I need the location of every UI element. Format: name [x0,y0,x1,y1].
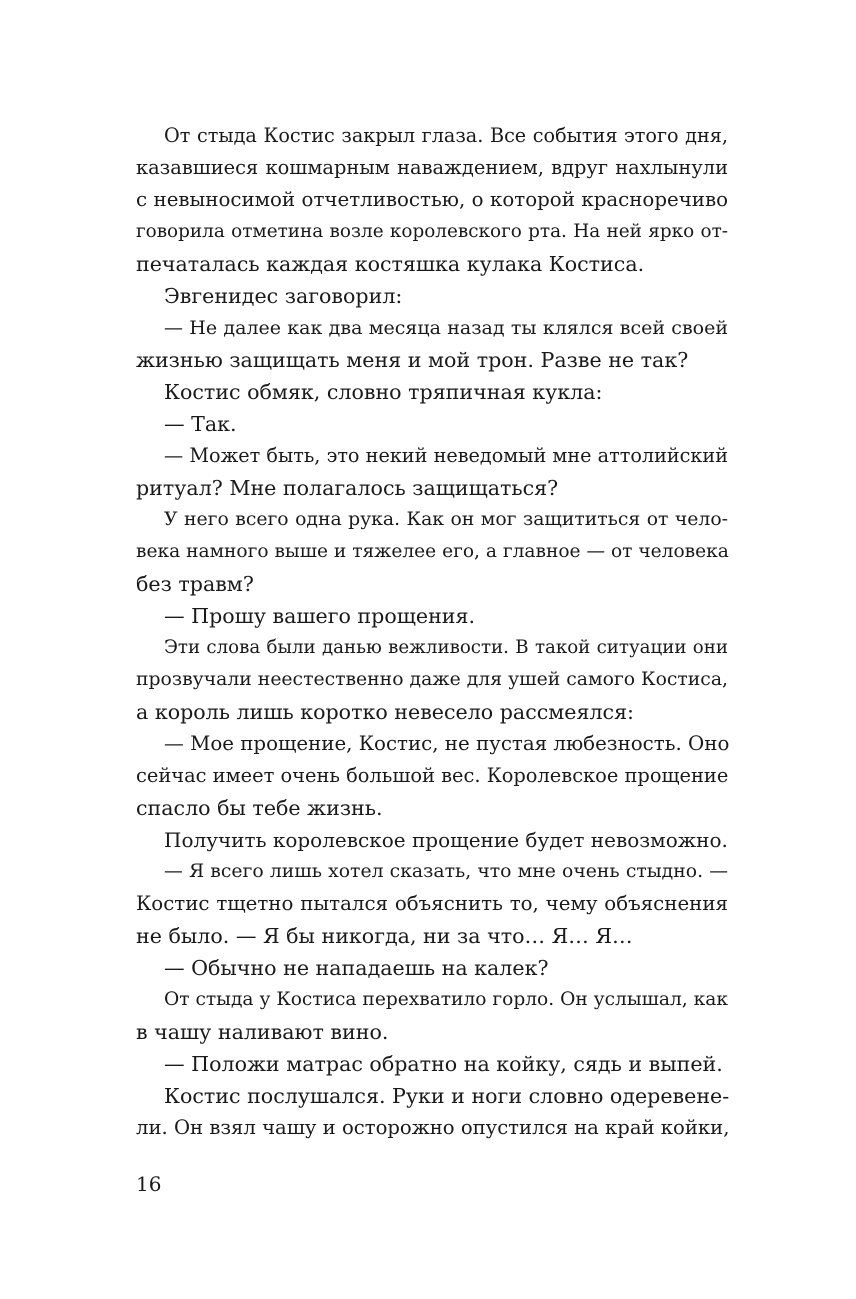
text-line-4: говорила отметина возле королевского рта. На ней ярко от- [136,221,728,242]
text-line-17: Эти слова были данью вежливости. В такой ситуации они [164,637,728,658]
text-line-24: — Я всего лишь хотел сказать, что мне очень стыдно. — [164,861,728,882]
text-line-19: а король лишь коротко невесело рассмеялся: [136,700,635,724]
text-line-16: — Прошу вашего прощения. [164,604,476,628]
text-line-5: печаталась каждая костяшка кулака Костиса. [136,252,645,276]
text-line-31: Костис послушался. Руки и ноги словно одеревене- [164,1084,730,1108]
text-line-29: в чашу наливают вино. [136,1020,389,1044]
text-line-30: — Положи матрас обратно на койку, сядь и выпей. [164,1052,723,1076]
text-line-7: — Не далее как два месяца назад ты клялся всей своей [164,317,728,339]
text-line-9: Костис обмяк, словно тряпичная кукла: [164,380,603,404]
text-line-20: — Мое прощение, Костис, не пустая любезность. Оно [164,732,730,755]
text-line-10: — Так. [164,412,237,436]
text-line-32: ли. Он взял чашу и осторожно опустился на край койки, [136,1116,730,1139]
page-number: 16 [136,1172,162,1196]
text-line-25: Костис тщетно пытался объяснить то, чему объяснения [136,892,728,915]
text-line-12: ритуал? Мне полагалось защищаться? [136,476,559,500]
text-line-11: — Может быть, это некий неведомый мне аттолийский [164,444,728,467]
text-line-1: От стыда Костис закрыл глаза. Все события этого дня, [164,124,728,147]
body-text [136,120,728,1144]
text-line-8: жизнью защищать меня и мой трон. Разве не так? [136,348,689,372]
text-line-21: сейчас имеет очень большой вес. Королевское прощение [136,764,729,787]
text-line-22: спасло бы тебе жизнь. [136,796,383,820]
text-line-28: От стыда у Костиса перехватило горло. Он услышал, как [164,989,728,1010]
text-line-13: У него всего одна рука. Как он мог защититься от чело- [164,509,728,530]
text-line-6: Эвгенидес заговорил: [164,284,403,308]
text-line-3: с невыносимой отчетливостью, о которой красноречиво [136,188,728,211]
text-line-18: прозвучали неестественно даже для ушей самого Костиса, [136,669,728,690]
text-line-14: века намного выше и тяжелее его, а главное — от человека [136,541,729,562]
text-line-23: Получить королевское прощение будет невозможно. [164,828,728,852]
text-line-26: не было. — Я бы никогда, ни за что… Я… Я… [136,924,633,948]
text-line-27: — Обычно не нападаешь на калек? [164,956,549,980]
text-line-2: казавшиеся кошмарным наваждением, вдруг нахлынули [136,156,728,179]
text-line-15: без травм? [136,572,254,596]
